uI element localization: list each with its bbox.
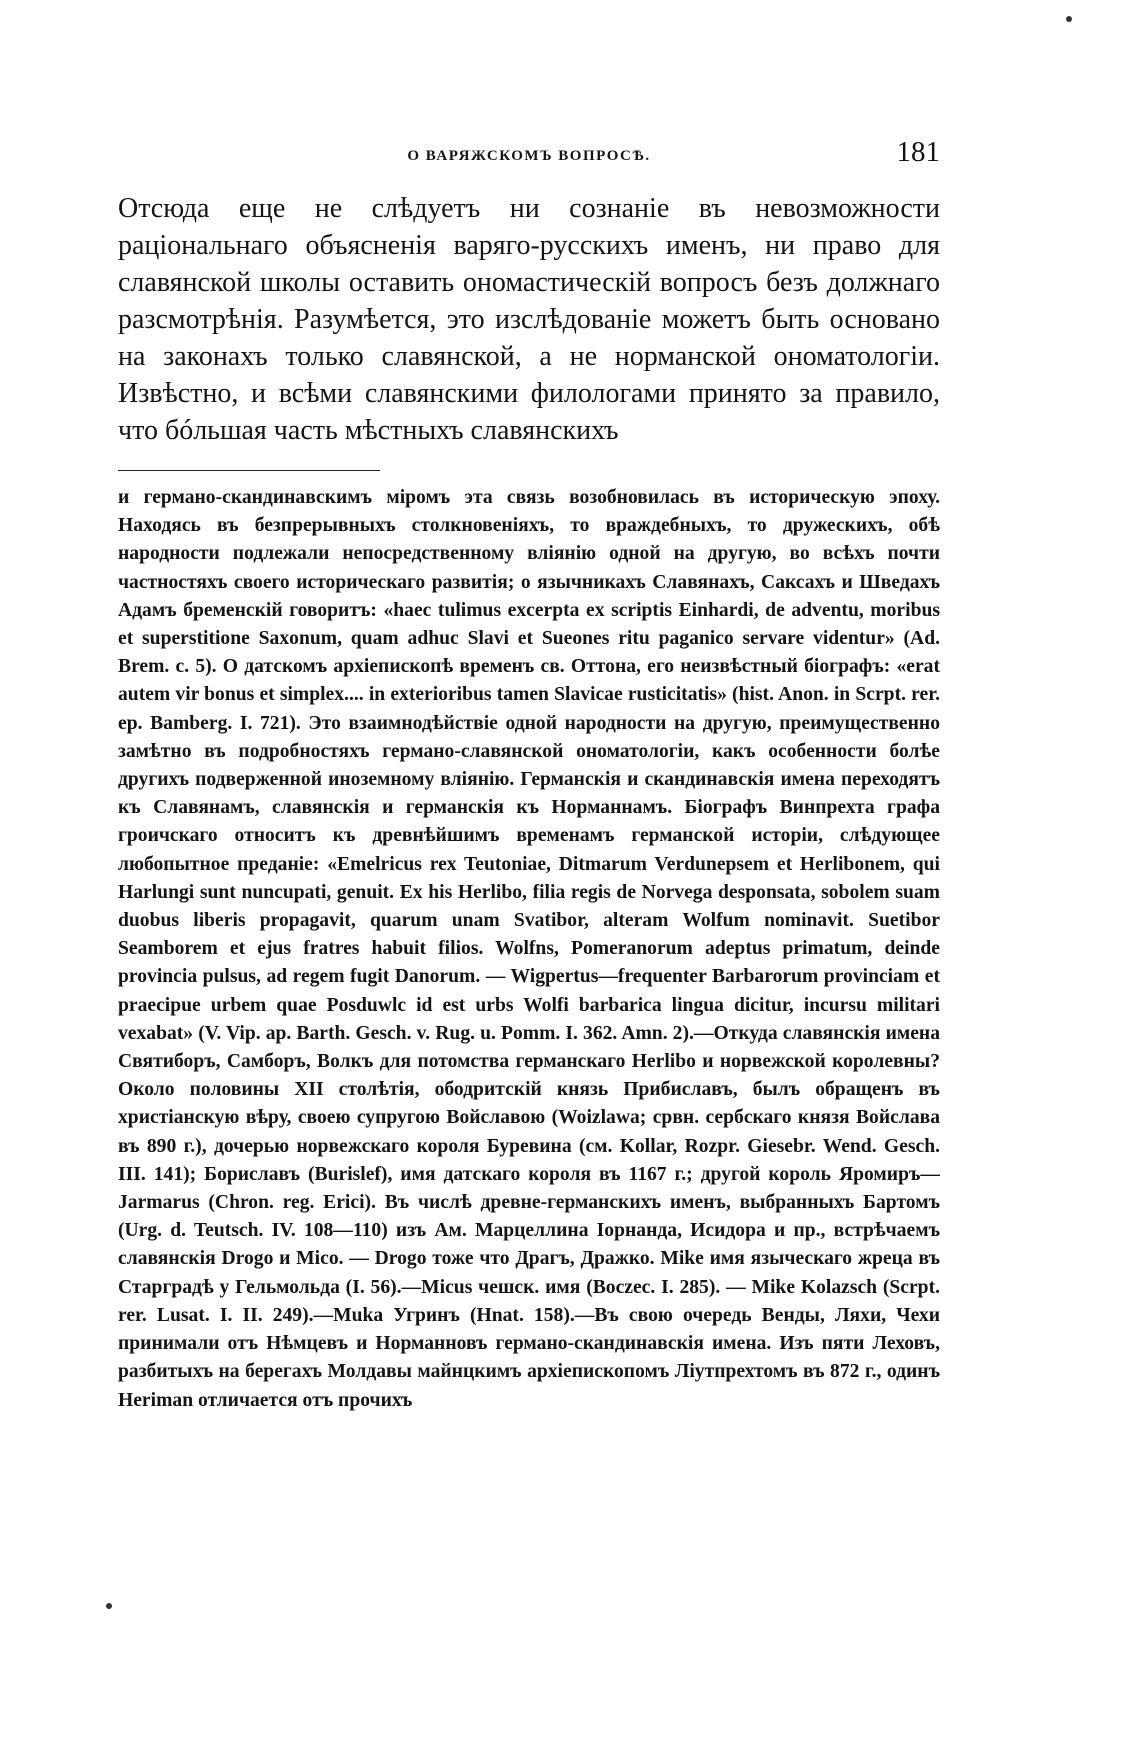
ink-speck xyxy=(106,1603,112,1609)
page-number: 181 xyxy=(896,136,940,168)
page-header xyxy=(118,136,940,176)
footnote-text: и германо-скандинавскимъ міромъ эта связь возобновилась въ историческую эпоху. Находясь въ безпрерывныхъ столкновеніяхъ, то враждебныхъ, то дружескихъ, обѣ народности подлежали непосредственному вліянію одной на другую, во всѣхъ почти частностяхъ своего историческаго развитія; о язычникахъ Славянахъ, Саксахъ и Шведахъ Адамъ бременскій говоритъ: «haec tulimus excerpta ex scriptis Einhardi, de adventu, moribus et superstitione Saxonum, quam adhuc Slavi et Sueones ritu paganico servare videntur» (Ad. Brem. c. 5). О датскомъ архіепископѣ временъ св. Оттона, его неизвѣстный біографъ: «erat autem vir bonus et simplex.... in exterioribus tamen Slavicae rusticitatis» (hist. Anon. in Scrpt. rer. ep. Bamberg. I. 721). Это взаимнодѣйствіе одной народности на другую, преимущественно замѣтно въ подробностяхъ германо-славянской ономатологіи, какъ особенности болѣе другихъ подверженной иноземному вліянію. Германскія и скандинавскія имена переходятъ къ Славянамъ, славянскія и германскія къ Норманнамъ. Біографъ Винпрехта графа гроичскаго относитъ къ древнѣйшимъ временамъ германской исторіи, слѣдующее любопытное преданіе: «Emelricus rex Teutoniae, Ditmarum Verdunepsem et Herlibonem, qui Harlungi sunt nuncupati, genuit. Ex his Herlibo, filia regis de Norvega desponsata, sobolem suam duobus liberis propagavit, quarum unam Svatibor, alteram Wolfum nominavit. Suetibor Seamborem et ejus fratres habuit filios. Wolfns, Pomeranorum adeptus primatum, deinde provincia pulsus, ad regem fugit Danorum. — Wigpertus—frequenter Barbarorum provinciam et praecipue urbem quae Posduwlc id est urbs Wolfi barbarica lingua dicitur, incursu militari vexabat» (V. Vip. ap. Barth. Gesch. v. Rug. u. Pomm. I. 362. Amn. 2).—Откуда славянскія имена Святиборъ, Самборъ, Волкъ для потомства германскаго Herlibo и норвежской королевны? Около половины XII столѣтія, ободритскій князь Прибиславъ, былъ обращенъ въ христіанскую вѣру, своею супругою Войславою (Woizlawa; срвн. сербскаго князя Войслава въ 890 г.), дочерью норвежскаго короля Буревина (см. Kollar, Rozpr. Giesebr. Wend. Gesch. III. 141); Бориславъ (Burislef), имя датскаго короля въ 1167 г.; другой король Яромиръ—Jarmarus (Chron. reg. Erici). Въ числѣ древне-германскихъ именъ, выбранныхъ Бартомъ (Urg. d. Teutsch. IV. 108—110) изъ Ам. Марцеллина Іорнанда, Исидора и пр., встрѣчаемъ славянскія Drogo и Mico. — Drogo тоже что Драгъ, Дражко. Mike имя языческаго жреца въ Старградѣ у Гельмольда (I. 56).—Micus чешск. имя (Boczec. I. 285). — Mike Kolazsch (Scrpt. rer. Lusat. I. II. 249).—Muka Угринъ (Hnat. 158).—Въ свою очередь Венды, Ляхи, Чехи принимали отъ Нѣмцевъ и Норманновъ германо-скандинавскія имена. Изъ пяти Леховъ, разбитыхъ на берегахъ Молдавы майнцкимъ архіепископомъ Ліутпрехтомъ въ 872 г., одинъ Heriman отличается отъ прочихъ xyxy=(118,487,940,1411)
main-paragraph: Отсюда еще не слѣдуетъ ни сознаніе въ невозможности раціональнаго объясненія варяго-русскихъ именъ, ни право для славянской школы оставить ономастическій вопросъ безъ должнаго разсмотрѣнія. Разумѣется, это изслѣдованіе можетъ быть основано на законахъ только славянской, а не норманской ономатологіи. Извѣстно, и всѣми славянскими филологами принято за правило, что бóльшая часть мѣстныхъ славянскихъ xyxy=(118,193,940,446)
running-title: О ВАРЯЖСКОМЪ ВОПРОСѢ. xyxy=(407,148,651,164)
ink-speck xyxy=(1066,16,1072,22)
footnote-separator xyxy=(118,470,380,471)
